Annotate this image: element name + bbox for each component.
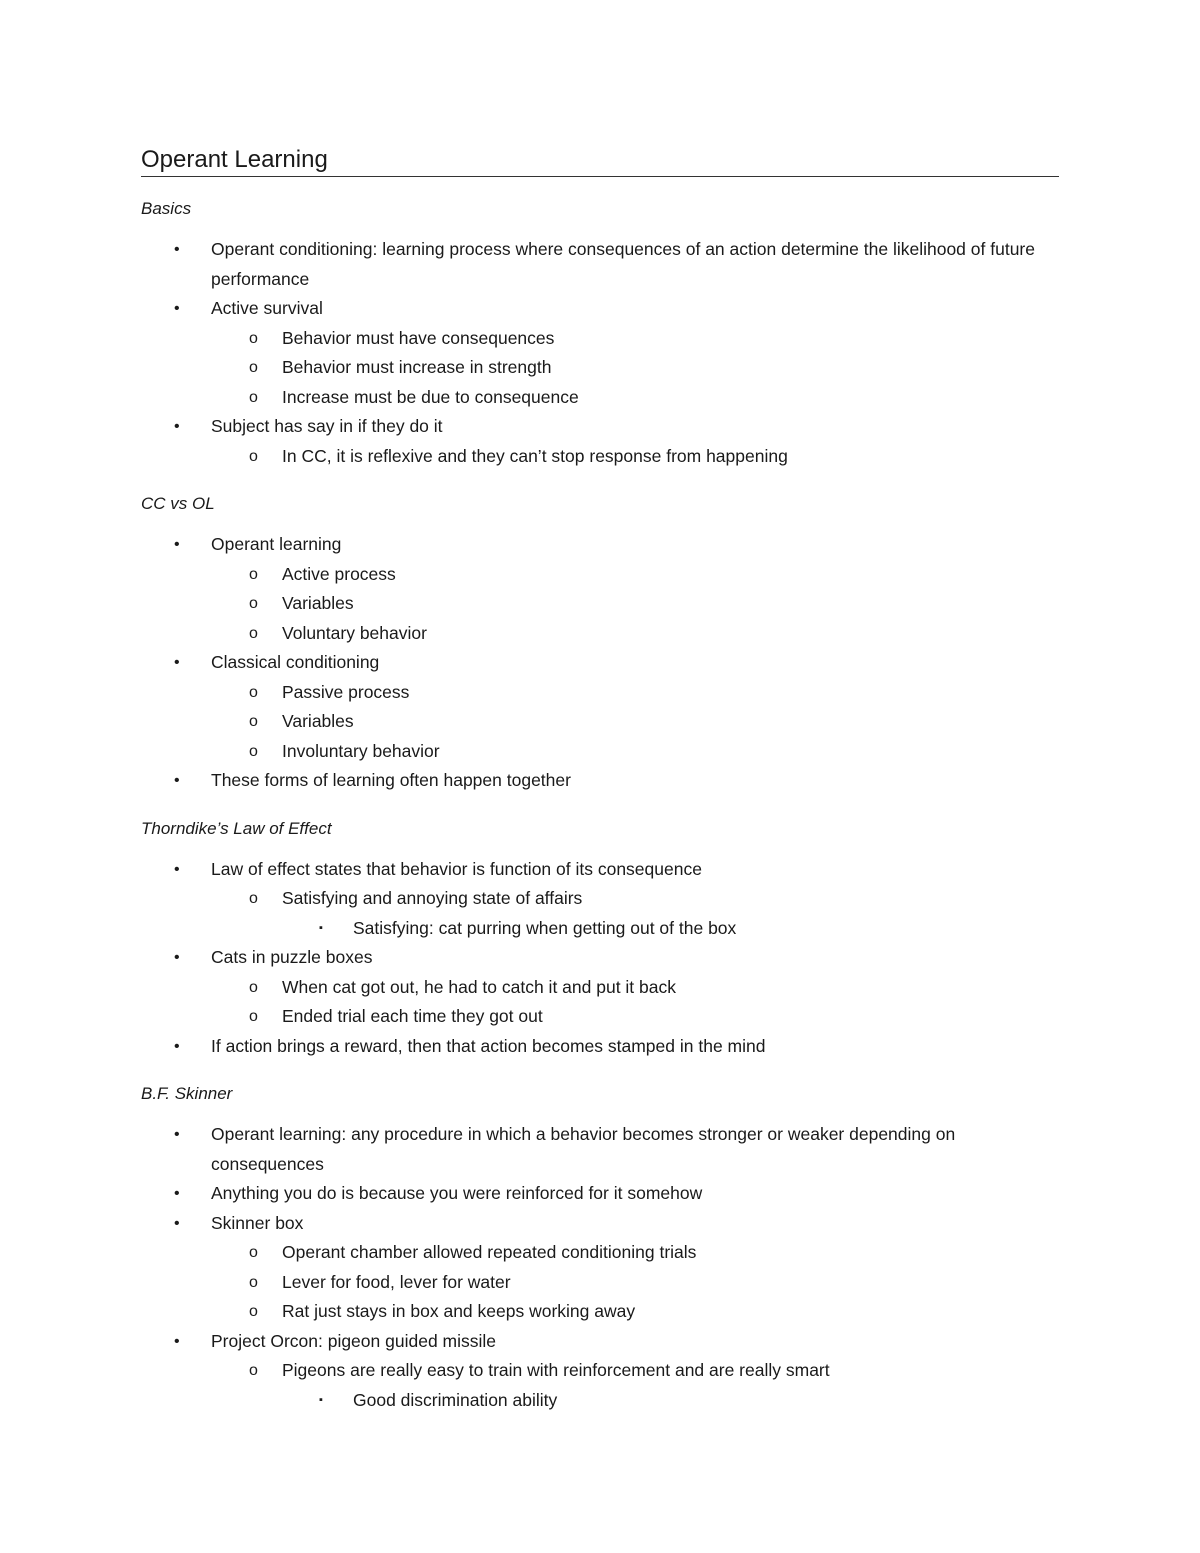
bullet-icon: • [174, 241, 180, 258]
bullet-list [141, 1120, 1059, 1415]
list-item-text: Anything you do is because you were reinforced for it somehow [211, 1183, 703, 1203]
list-item-text: Skinner box [211, 1212, 304, 1233]
list-item-text: Classical conditioning [211, 652, 380, 672]
list-item-text: Ended trial each time they got out [282, 1006, 543, 1026]
bullet-icon: o [249, 1008, 258, 1025]
list-item-text: Active survival [211, 298, 323, 318]
list-item-text: Increase must be due to consequence [282, 386, 579, 407]
list-item [141, 1032, 1059, 1062]
bullet-icon: • [174, 1332, 180, 1350]
list-item-text: Lever for food, lever for water [282, 1271, 511, 1292]
list-item-text: Project Orcon: pigeon guided missile [211, 1330, 497, 1351]
bullet-icon: • [174, 949, 180, 966]
list-item-text: Cats in puzzle boxes [211, 947, 373, 967]
list-item [141, 1356, 1059, 1386]
list-item-text: Variables [282, 593, 354, 613]
bullet-icon: • [174, 300, 180, 317]
list-item [141, 383, 1059, 413]
list-item [141, 1120, 1059, 1179]
bullet-icon: • [174, 772, 180, 789]
list-item-text: Pigeons are really easy to train with reinforcement and are really smart [282, 1360, 830, 1380]
bullet-icon: • [174, 860, 180, 878]
bullet-icon: o [249, 1362, 258, 1379]
bullet-icon: • [174, 1126, 180, 1143]
list-item-text: Involuntary behavior [282, 740, 440, 761]
list-item-text: These forms of learning often happen together [211, 770, 571, 790]
list-item [141, 1238, 1059, 1268]
list-item [141, 235, 1059, 294]
list-item [141, 1327, 1059, 1357]
list-item [141, 1297, 1059, 1327]
list-item-text: When cat got out, he had to catch it and put it back [282, 976, 676, 997]
list-item [141, 619, 1059, 649]
bullet-icon: • [174, 1185, 180, 1202]
section-heading: CC vs OL [141, 494, 215, 513]
list-item [141, 530, 1059, 560]
bullet-icon: o [249, 742, 258, 760]
bullet-icon: o [249, 978, 258, 996]
list-item [141, 412, 1059, 442]
bullet-list [141, 235, 1059, 471]
bullet-list [141, 530, 1059, 796]
list-item-text: Operant conditioning: learning process where consequences of an action determine the likelihood of future performance [211, 239, 1035, 289]
list-item-text: Operant chamber allowed repeated conditioning trials [282, 1242, 697, 1262]
bullet-icon: o [249, 1303, 258, 1320]
list-item-text: Good discrimination ability [353, 1389, 558, 1410]
list-item [141, 973, 1059, 1003]
bullet-icon: ▪ [319, 921, 323, 934]
bullet-icon: • [174, 536, 180, 553]
list-item [141, 648, 1059, 678]
list-item-text: Satisfying and annoying state of affairs [282, 888, 583, 908]
list-item [141, 1209, 1059, 1239]
list-item [141, 737, 1059, 767]
list-item [141, 678, 1059, 708]
list-item-text: Behavior must increase in strength [282, 357, 552, 377]
bullet-icon: o [249, 1244, 258, 1261]
list-item-text: Passive process [282, 681, 410, 702]
list-item [141, 766, 1059, 796]
list-item [141, 560, 1059, 590]
list-item [141, 324, 1059, 354]
list-item [141, 353, 1059, 383]
list-item-text: Voluntary behavior [282, 622, 427, 643]
bullet-icon: o [249, 565, 258, 583]
list-item-text: If action brings a reward, then that action becomes stamped in the mind [211, 1035, 766, 1056]
bullet-icon: o [249, 388, 258, 406]
section-heading: B.F. Skinner [141, 1084, 233, 1103]
bullet-list [141, 855, 1059, 1062]
list-item-text: Behavior must have consequences [282, 327, 555, 348]
bullet-icon: • [174, 1037, 180, 1055]
list-item [141, 914, 1059, 944]
list-item-text: Satisfying: cat purring when getting out of the box [353, 917, 737, 938]
bullet-icon: o [249, 447, 258, 465]
bullet-icon: o [249, 359, 258, 376]
list-item [141, 1002, 1059, 1032]
section-heading: Basics [141, 199, 192, 218]
list-item [141, 1179, 1059, 1209]
list-item-text: Subject has say in if they do it [211, 416, 443, 436]
list-item [141, 442, 1059, 472]
list-item-text: Operant learning: any procedure in which a behavior becomes stronger or weaker depending on consequences [211, 1124, 956, 1174]
list-item-text: Variables [282, 711, 354, 731]
list-item-text: Law of effect states that behavior is function of its consequence [211, 858, 702, 879]
bullet-icon: o [249, 624, 258, 642]
bullet-icon: ▪ [319, 1393, 323, 1406]
bullet-icon: • [174, 418, 180, 435]
list-item-text: Active process [282, 563, 396, 584]
bullet-icon: • [174, 654, 180, 671]
list-item [141, 707, 1059, 737]
bullet-icon: o [249, 713, 258, 730]
list-item [141, 884, 1059, 914]
bullet-icon: o [249, 890, 258, 907]
bullet-icon: o [249, 1273, 258, 1291]
list-item-text: Operant learning [211, 534, 342, 554]
document-page [141, 146, 1059, 1415]
list-item [141, 589, 1059, 619]
bullet-icon: • [174, 1214, 180, 1232]
list-item [141, 1268, 1059, 1298]
bullet-icon: o [249, 595, 258, 612]
list-item-text: In CC, it is reflexive and they can’t stop response from happening [282, 445, 788, 466]
list-item [141, 943, 1059, 973]
bullet-icon: o [249, 329, 258, 347]
page-title: Operant Learning [141, 146, 1059, 177]
list-item [141, 1386, 1059, 1416]
sections [141, 197, 1059, 1415]
list-item-text: Rat just stays in box and keeps working away [282, 1301, 636, 1321]
bullet-icon: o [249, 683, 258, 701]
list-item [141, 855, 1059, 885]
list-item [141, 294, 1059, 324]
section-heading: Thorndike’s Law of Effect [141, 818, 332, 838]
